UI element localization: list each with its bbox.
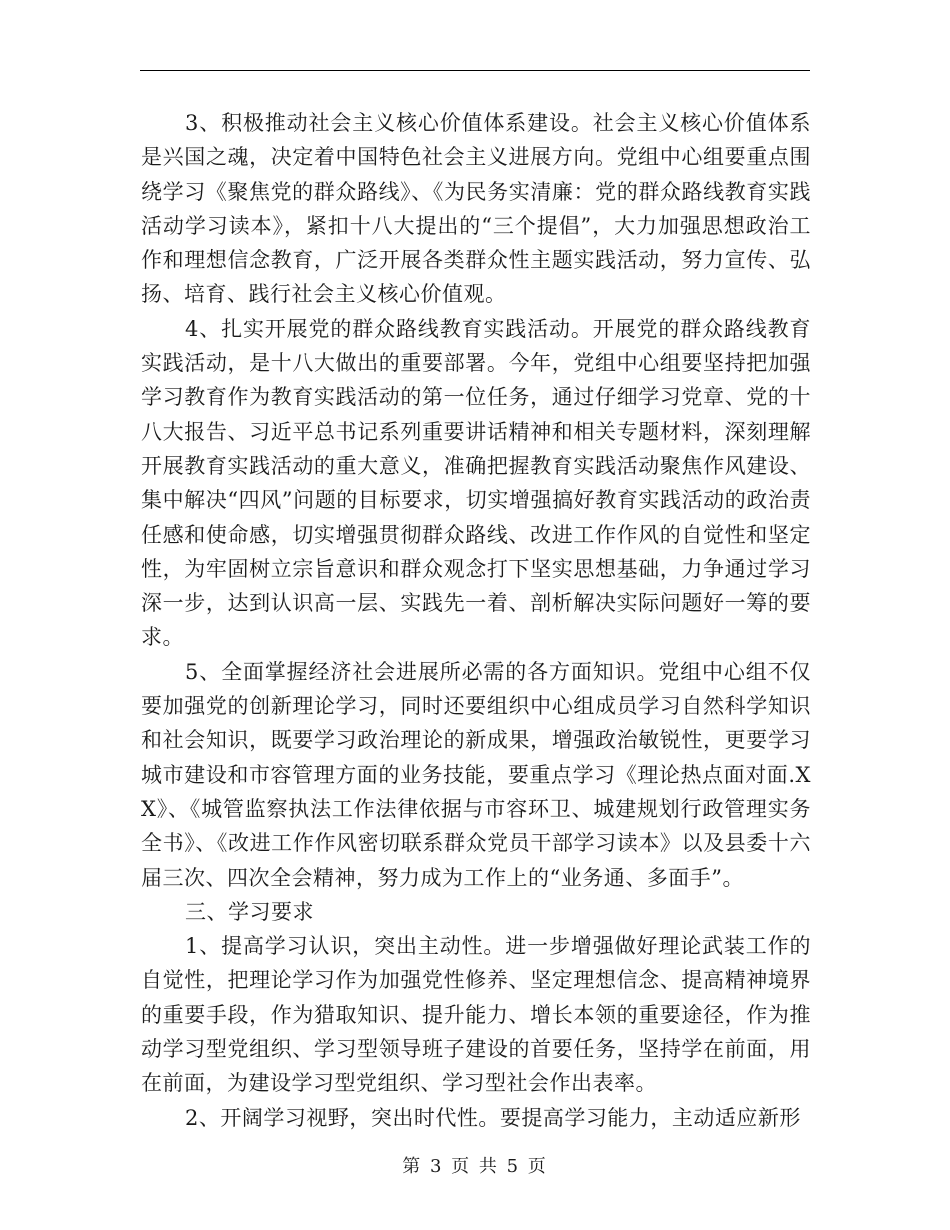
page-number-footer: 第 3 页 共 5 页 bbox=[402, 1156, 548, 1177]
paragraph-learning-awareness: 1、提高学习认识，突出主动性。进一步增强做好理论武装工作的自觉性，把理论学习作为加强党性修养、坚定理想信念、提高精神境界的重要手段，作为猎取知识、提升能力、增长本领的重要途径，作为推动学习型党组织、学习型领导班子建设的首要任务，坚持学在前面，用在前面，为建设学习型党组织、学习型社会作出表率。 bbox=[141, 934, 811, 1096]
section-heading-requirements: 三、学习要求 bbox=[185, 899, 314, 924]
paragraph-learning-vision: 2、开阔学习视野，突出时代性。要提高学习能力，主动适应新形 bbox=[185, 1105, 801, 1130]
document-body bbox=[141, 106, 811, 1135]
header-rule bbox=[140, 70, 810, 71]
paragraph-core-values: 3、积极推动社会主义核心价值体系建设。社会主义核心价值体系是兴国之魂，决定着中国特色社会主义进展方向。党组中心组要重点围绕学习《聚焦党的群众路线》、《为民务实清廉：党的群众路线教育实践活动学习读本》，紧扣十八大提出的“三个提倡”，大力加强思想政治工作和理想信念教育，广泛开展各类群众性主题实践活动，努力宣传、弘扬、培育、践行社会主义核心价值观。 bbox=[141, 111, 811, 307]
paragraph-mass-line: 4、扎实开展党的群众路线教育实践活动。开展党的群众路线教育实践活动，是十八大做出的重要部署。今年，党组中心组要坚持把加强学习教育作为教育实践活动的第一位任务，通过仔细学习党章、党的十八大报告、习近平总书记系列重要讲话精神和相关专题材料，深刻理解开展教育实践活动的重大意义，准确把握教育实践活动聚焦作风建设、集中解决“四风”问题的目标要求，切实增强搞好教育实践活动的政治责任感和使命感，切实增强贯彻群众路线、改进工作作风的自觉性和坚定性，为牢固树立宗旨意识和群众观念打下坚实思想基础，力争通过学习深一步，达到认识高一层、实践先一着、剖析解决实际问题好一筹的要求。 bbox=[141, 316, 811, 650]
paragraph-knowledge: 5、全面掌握经济社会进展所必需的各方面知识。党组中心组不仅要加强党的创新理论学习，同时还要组织中心组成员学习自然科学知识和社会知识，既要学习政治理论的新成果，增强政治敏锐性，更要学习城市建设和市容管理方面的业务技能，要重点学习《理论热点面对面.XX》、《城管监察执法工作法律依据与市容环卫、城建规划行政管理实务全书》、《改进工作作风密切联系群众党员干部学习读本》以及县委十六届三次、四次全会精神，努力成为工作上的“业务通、多面手”。 bbox=[141, 659, 811, 890]
